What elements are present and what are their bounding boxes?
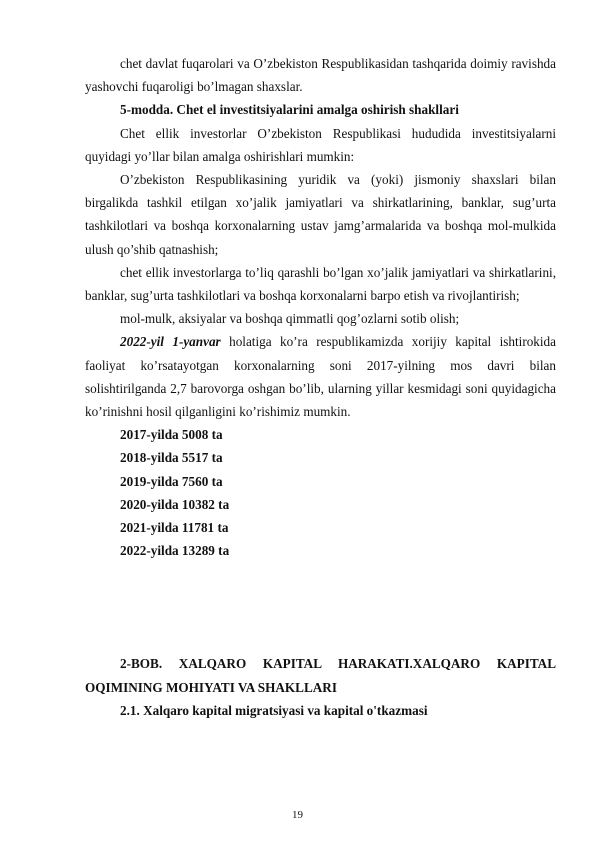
section-2-1-heading: 2.1. Xalqaro kapital migratsiyasi va kapital o'tkazmasi xyxy=(120,702,428,718)
article-5-heading: 5-modda. Chet el investitsiyalarini amalga oshirish shakllari xyxy=(120,102,459,118)
year-count-2018: 2018-yilda 5517 ta xyxy=(120,450,223,466)
paragraph-full-ownership: chet ellik investorlarga to’liq qarashli bo’lgan xo’jalik jamiyatlari va shirkatlarini, banklar, sug’urta tashkilotlari va boshqa korxonalarni barpo etish va rivojlantirish; xyxy=(85,264,556,304)
statistics-text: holatiga ko’ra respublikamizda xorijiy kapital ishtirokida faoliyat ko’rsatayotgan korxonalarning soni 2017-yilning mos davri bilan solishtirilganda 2,7 barovorga oshgan bo’lib, ularning yillar kesmidagi soni quyidagicha ko’rinishni hosil qilganligini ko’rishimiz mumkin. xyxy=(85,334,557,420)
paragraph-foreign-citizens: chet davlat fuqarolari va O’zbekiston Respublikasidan tashqarida doimiy ravishda yashovchi fuqaroligi bo’lmagan shaxslar. xyxy=(85,56,556,95)
chapter-2-heading: 2-BOB. XALQARO KAPITAL HARAKATI.XALQARO KAPITAL OQIMINING MOHIYATI VA SHAKLLARI xyxy=(85,656,556,695)
year-count-2020: 2020-yilda 10382 ta xyxy=(120,496,230,512)
year-count-2017: 2017-yilda 5008 ta xyxy=(120,427,223,443)
paragraph-securities: mol-mulk, aksiyalar va boshqa qimmatli qog’ozlarni sotib olish; xyxy=(120,311,460,327)
year-count-2021: 2021-yilda 11781 ta xyxy=(120,520,229,536)
year-count-2019: 2019-yilda 7560 ta xyxy=(120,473,223,489)
year-count-2022: 2022-yilda 13289 ta xyxy=(120,543,230,559)
paragraph-investment-ways: Chet ellik investorlar O’zbekiston Respublikasi hududida investitsiyalarni quyidagi yo’llar bilan amalga oshirishlari mumkin: xyxy=(85,125,556,164)
paragraph-joint-participation: O’zbekiston Respublikasining yuridik va (yoki) jismoniy shaxslari bilan birgalikda tashkil etilgan xo’jalik jamiyatlari va shirkatlarining, banklar, sug’urta tashkilotlari va boshqa korxonalarning ustav jamg’armalarida va boshqa mol-mulkida ulush qo’shib qatnashish; xyxy=(85,172,556,257)
paragraph-statistics xyxy=(85,330,556,423)
spacer xyxy=(85,562,556,652)
yearly-counts-list xyxy=(85,423,556,562)
page-number: 19 xyxy=(292,809,303,821)
date-emphasis: 2022-yil 1-yanvar xyxy=(120,334,221,350)
body-text xyxy=(85,52,556,722)
